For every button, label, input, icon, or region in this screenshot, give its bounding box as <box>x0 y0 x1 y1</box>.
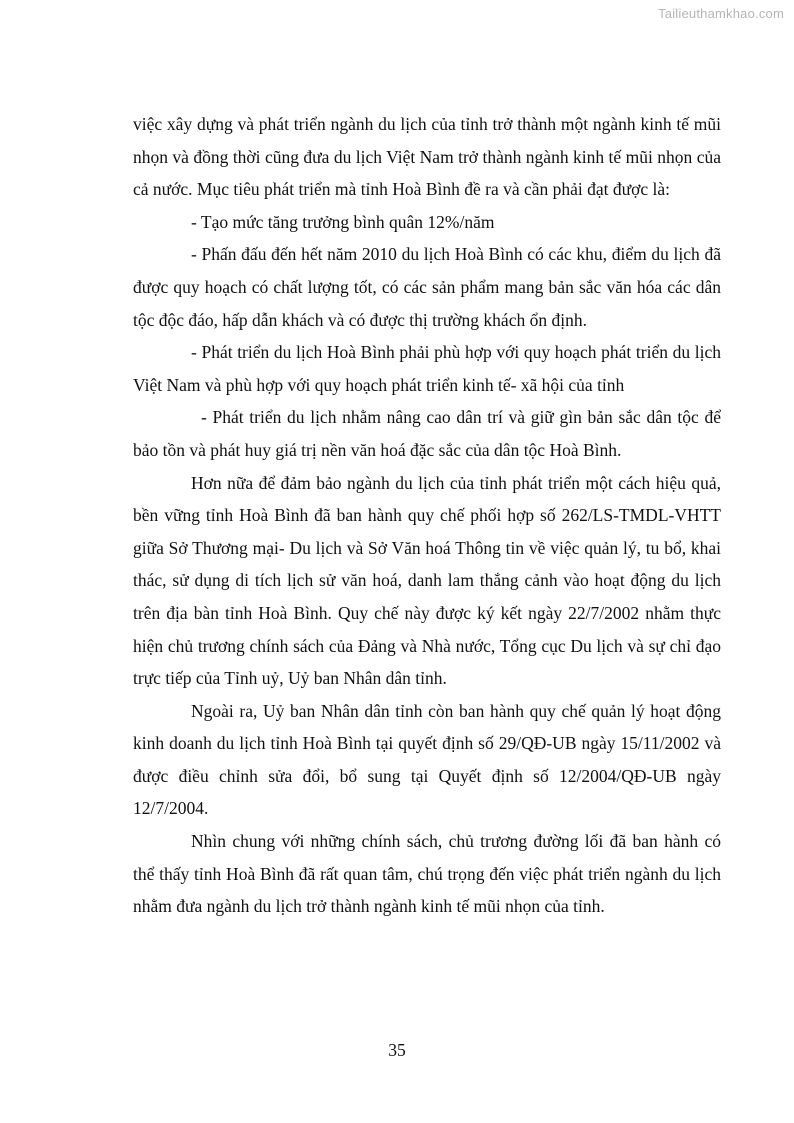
watermark-text: Tailieuthamkhao.com <box>658 6 784 21</box>
bullet-growth-rate: - Tạo mức tăng trưởng bình quân 12%/năm <box>191 211 495 232</box>
bullet-cultural-preservation: - Phát triển du lịch nhằm nâng cao dân trí và giữ gìn bản sắc dân tộc để bảo tồn và phát huy giá trị nền văn hoá đặc sắc của dân tộc Hoà Bình. <box>133 407 721 460</box>
paragraph-coordination-regulation: Hơn nữa để đảm bảo ngành du lịch của tỉnh phát triển một cách hiệu quả, bền vững tỉnh Hoà Bình đã ban hành quy chế phối hợp số 262/LS-TMDL-VHTT giữa Sở Thương mại- Du lịch và Sở Văn hoá Thông tin về việc quản lý, tu bổ, khai thác, sử dụng di tích lịch sử văn hoá, danh lam thắng cảnh vào hoạt động du lịch trên địa bàn tỉnh Hoà Bình. Quy chế này được ký kết ngày 22/7/2002 nhằm thực hiện chủ trương chính sách của Đảng và Nhà nước, Tổng cục Du lịch và sự chỉ đạo trực tiếp của Tỉnh uỷ, Uỷ ban Nhân dân tỉnh. <box>133 472 721 689</box>
paragraph-conclusion: Nhìn chung với những chính sách, chủ trương đường lối đã ban hành có thể thấy tỉnh Hoà Bình đã rất quan tâm, chú trọng đến việc phát triển ngành du lịch nhằm đưa ngành du lịch trở thành ngành kinh tế mũi nhọn của tỉnh. <box>133 831 721 917</box>
paragraph-management-regulation: Ngoài ra, Uỷ ban Nhân dân tỉnh còn ban hành quy chế quản lý hoạt động kinh doanh du lịch tỉnh Hoà Bình tại quyết định số 29/QĐ-UB ngày 15/11/2002 và được điều chỉnh sửa đổi, bổ sung tại Quyết định số 12/2004/QĐ-UB ngày 12/7/2004. <box>133 700 721 819</box>
bullet-planning-alignment: - Phát triển du lịch Hoà Bình phải phù hợp với quy hoạch phát triển du lịch Việt Nam và phù hợp với quy hoạch phát triển kinh tế- xã hội của tỉnh <box>133 342 721 395</box>
bullet-2010-target: - Phấn đấu đến hết năm 2010 du lịch Hoà Bình có các khu, điểm du lịch đã được quy hoạch có chất lượng tốt, có các sản phẩm mang bản sắc văn hóa các dân tộc độc đáo, hấp dẫn khách và có được thị trường khách ổn định. <box>133 244 721 330</box>
page-number: 35 <box>388 1040 406 1060</box>
document-body <box>133 108 721 923</box>
paragraph-continuation: việc xây dựng và phát triển ngành du lịch của tỉnh trở thành một ngành kinh tế mũi nhọn và đồng thời cũng đưa du lịch Việt Nam trở thành ngành kinh tế mũi nhọn của cả nước. Mục tiêu phát triển mà tỉnh Hoà Bình đề ra và cần phải đạt được là: <box>133 114 721 200</box>
